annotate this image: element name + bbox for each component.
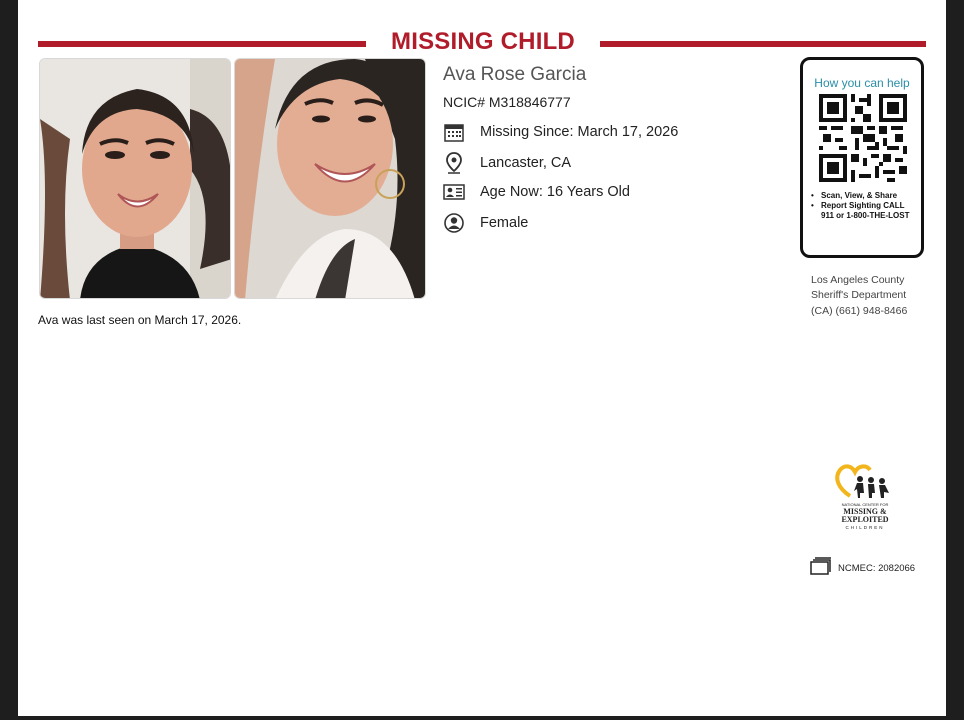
qr-card-title: How you can help — [814, 76, 910, 90]
poster-title: MISSING CHILD — [391, 28, 575, 55]
missing-since: Missing Since: March 17, 2026 — [480, 124, 679, 140]
id-card-icon — [443, 181, 465, 203]
qr-code[interactable] — [819, 94, 907, 182]
child-photo-2 — [234, 58, 426, 299]
svg-text:CHILDREN: CHILDREN — [845, 525, 885, 530]
location: Lancaster, CA — [480, 155, 572, 171]
agency-department: Sheriff's Department — [811, 289, 907, 301]
calendar-icon — [443, 121, 465, 143]
qr-help-card — [800, 57, 924, 258]
ncmec-case-row — [810, 557, 915, 580]
person-icon — [443, 212, 465, 234]
qr-help-item: • Report Sighting CALL 911 or 1-800-THE-LOST — [809, 201, 919, 221]
svg-text:MISSING &: MISSING & — [843, 507, 887, 516]
ncmec-logo — [830, 460, 900, 532]
sex: Female — [480, 215, 529, 231]
child-photo-1 — [39, 58, 231, 299]
agency-name: Los Angeles County — [811, 274, 905, 286]
ncmec-case-number: NCMEC: 2082066 — [838, 563, 916, 574]
last-seen-text: Ava was last seen on March 17, 2026. — [38, 313, 242, 327]
svg-text:EXPLOITED: EXPLOITED — [841, 515, 889, 524]
qr-help-item: • Scan, View, & Share — [809, 191, 919, 201]
folder-icon — [810, 557, 832, 580]
age-row — [443, 181, 630, 203]
header-rule-left — [38, 41, 366, 47]
sex-row — [443, 212, 528, 234]
location-pin-icon — [443, 152, 465, 174]
missing-since-row — [443, 121, 678, 143]
child-name: Ava Rose Garcia — [443, 64, 587, 85]
poster-page — [18, 0, 946, 716]
age-now: Age Now: 16 Years Old — [480, 184, 630, 200]
svg-text:NATIONAL CENTER FOR: NATIONAL CENTER FOR — [841, 502, 889, 507]
agency-phone[interactable]: (CA) (661) 948-8466 — [811, 305, 908, 317]
header-rule-right — [600, 41, 926, 47]
location-row — [443, 152, 571, 174]
ncic-number: NCIC# M318846777 — [443, 94, 571, 110]
qr-help-list — [809, 191, 919, 221]
